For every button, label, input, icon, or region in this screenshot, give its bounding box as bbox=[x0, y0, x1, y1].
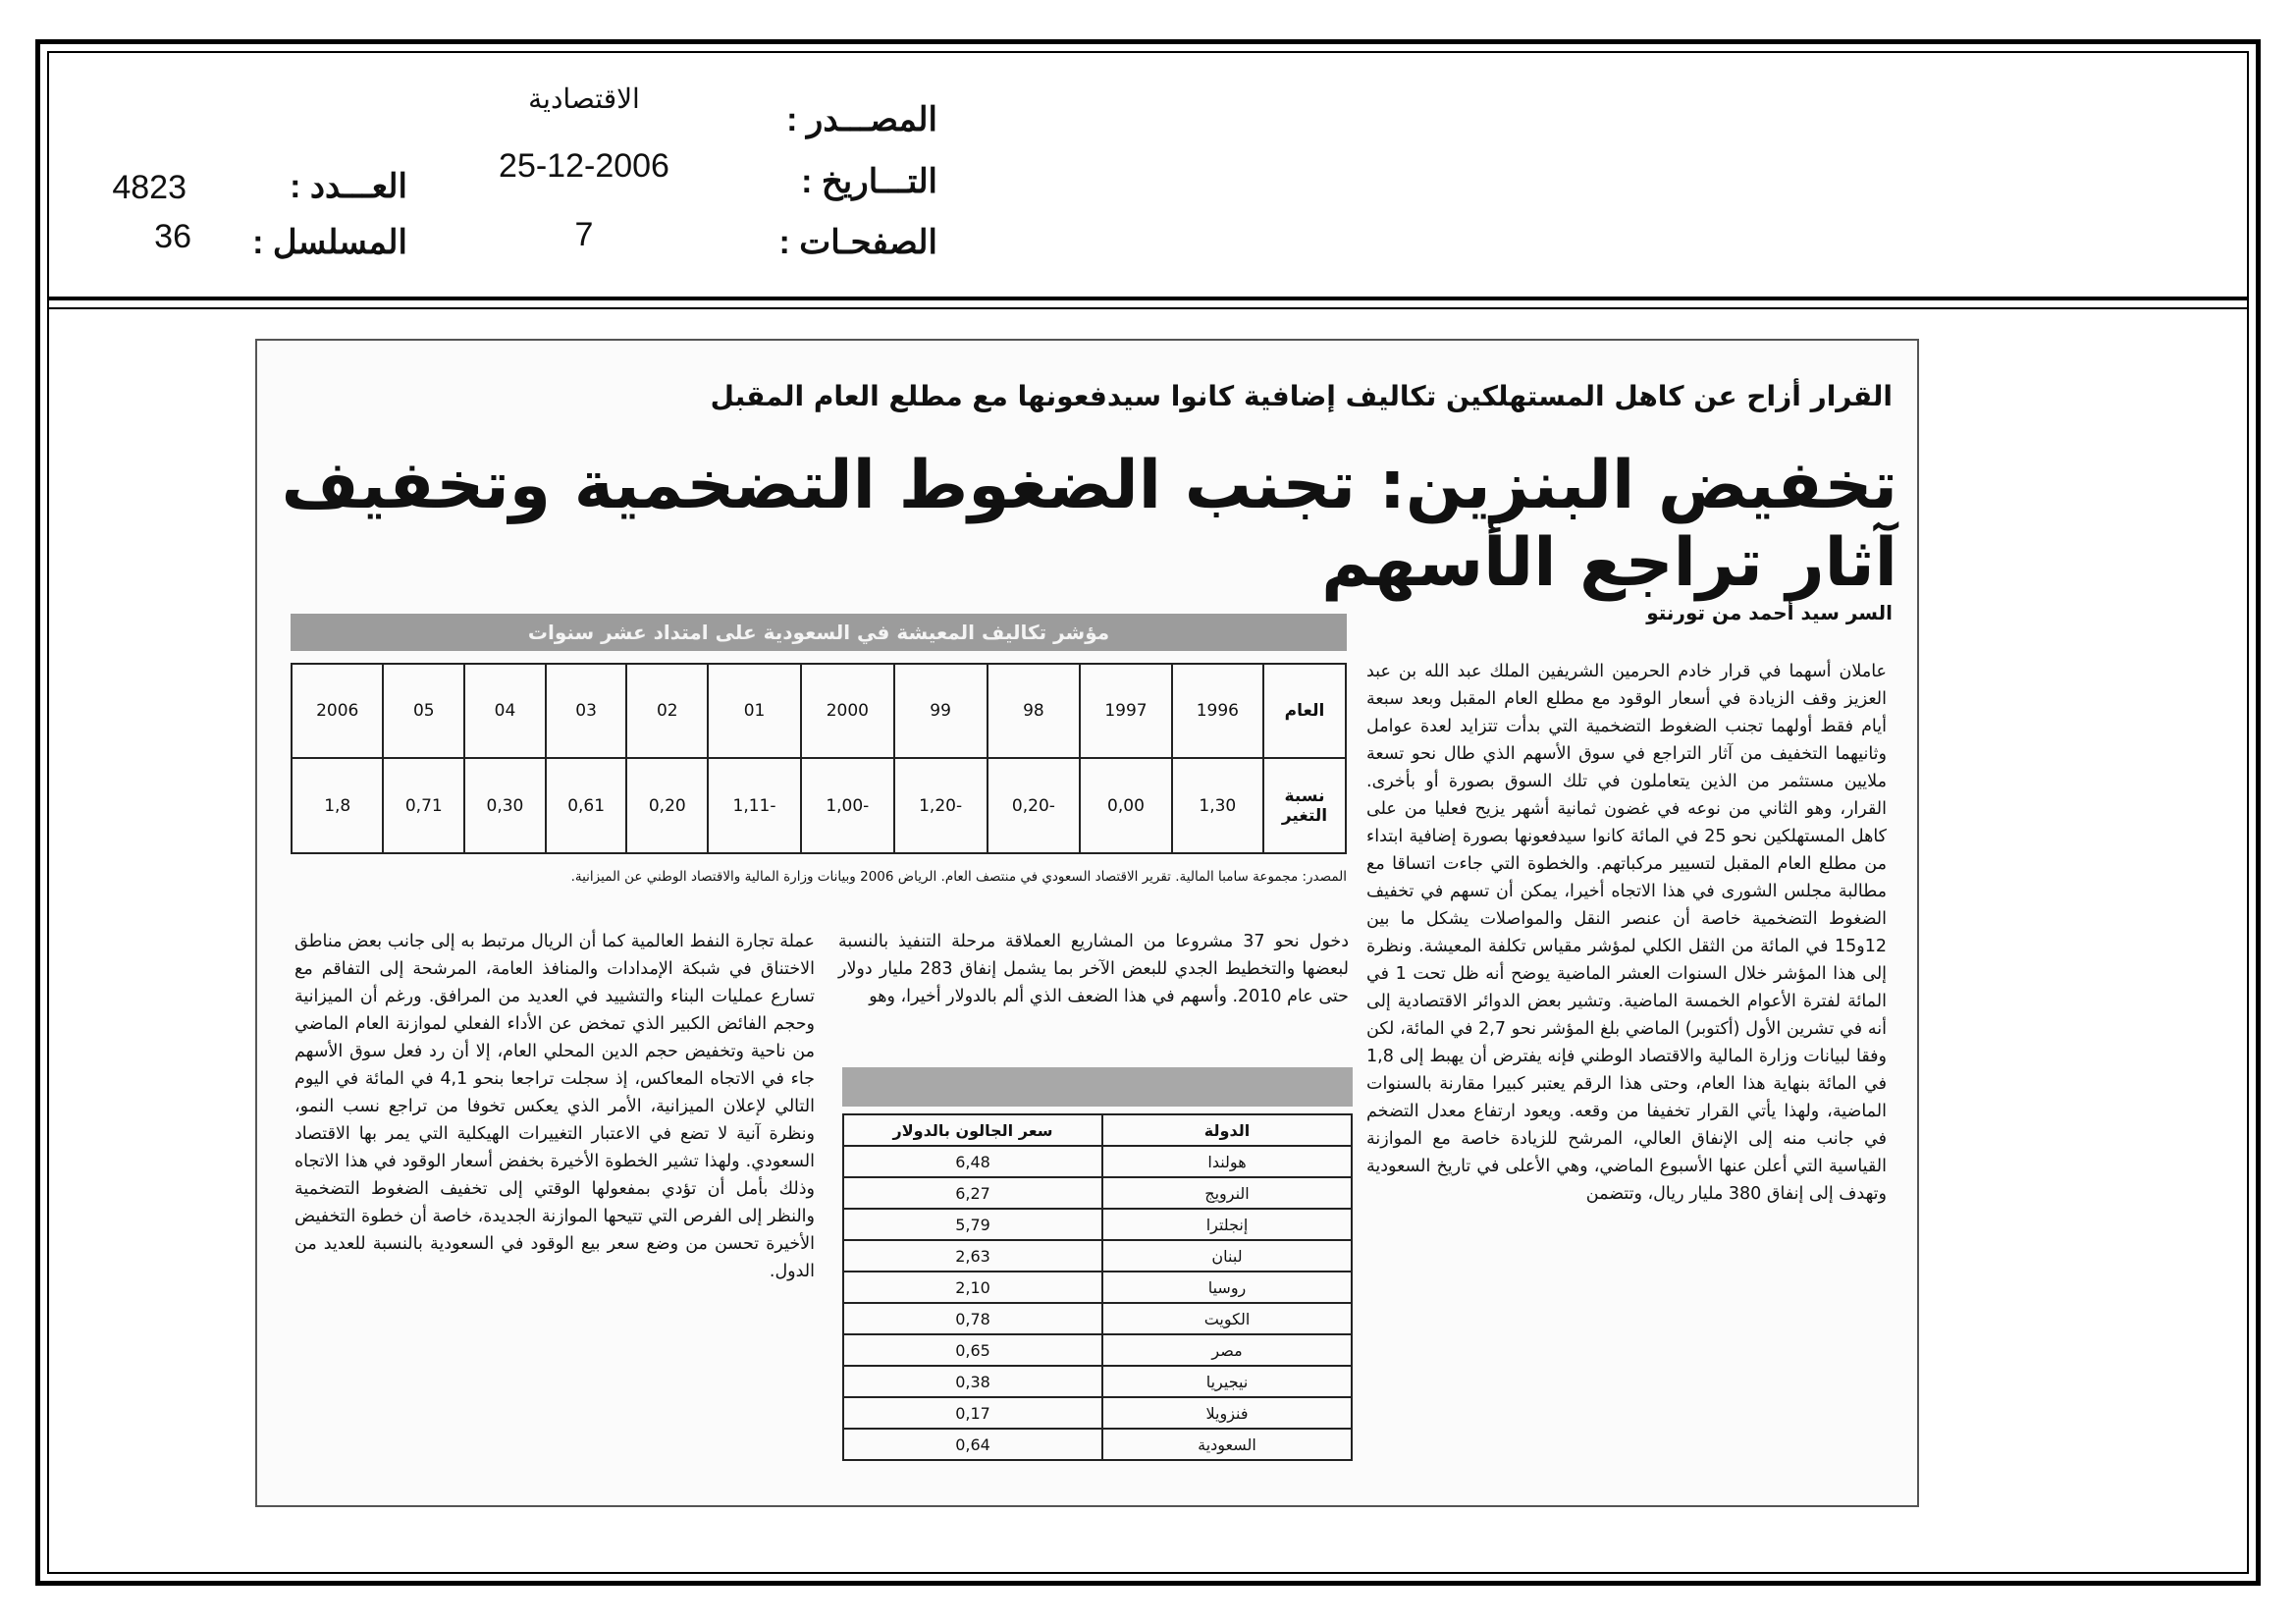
table-row bbox=[843, 1177, 1352, 1209]
country-cell: الكويت bbox=[1102, 1303, 1352, 1334]
change-cell: 1,30 bbox=[1172, 758, 1263, 853]
article-byline: السر سيد أحمد من تورنتو bbox=[1646, 601, 1893, 624]
change-cell: -1,11 bbox=[708, 758, 801, 853]
change-cell: -1,20 bbox=[894, 758, 988, 853]
serial-label: المسلسل : bbox=[252, 224, 407, 261]
country-cell: لبنان bbox=[1102, 1240, 1352, 1272]
gas-table-header bbox=[843, 1114, 1352, 1146]
country-cell: فنزويلا bbox=[1102, 1397, 1352, 1429]
table-row bbox=[843, 1334, 1352, 1366]
table-row bbox=[843, 1397, 1352, 1429]
article-column-middle: دخول نحو 37 مشروعا من المشاريع العملاقة مرحلة التنفيذ بالنسبة لبعضها والتخطيط الجدي للبعض الآخر بما يشمل إنفاق 283 مليار دولار حتى عام 2010. وأسهم في هذا الضعف الذي ألم بالدولار أخيرا، وهو bbox=[838, 932, 1349, 1006]
year-cell: 03 bbox=[546, 664, 627, 758]
article-column-left: عملة تجارة النفط العالمية كما أن الريال مرتبط به إلى جانب بعض مناطق الاختناق في شبكة الإمدادات والمنافذ العامة، المرشحة إلى التفاقم مع تسارع عمليات البناء والتشييد في العديد من المرافق. ورغم أن الميزانية وحجم الفائض الكبير الذي تمخض عن الأداء الفعلي لموازنة العام الماضي من ناحية وتخفيض حجم الدين المحلي العام، إلا أن رد فعل سوق الأسهم جاء في الاتجاه المعاكس، إذ سجلت تراجعا بنحو 4,1 في المائة في اليوم التالي لإعلان الميزانية، الأمر الذي يعكس تخوفا من تراجع نسب النمو، ونظرة آنية لا تضع في الاعتبار التغييرات الهيكلية التي يمر بها الاقتصاد السعودي. ولهذا تشير الخطوة الأخيرة بخفض أسعار الوقود في هذا الاتجاه وذلك بأمل أن تؤدي بمفعولها الوقتي إلى تخفيف الضغوط التضخمية والنظر إلى الفرص التي تتيحها الموازنة الجديدة، خاصة أن خطوة التخفيض الأخيرة تحسن من وضع سعر بيع الوقود في السعودية بالنسبة للعديد من الدول. bbox=[294, 932, 815, 1281]
country-cell: روسيا bbox=[1102, 1272, 1352, 1303]
price-cell: 0,17 bbox=[843, 1397, 1102, 1429]
date-value: 25-12-2006 bbox=[499, 147, 669, 185]
price-cell: 0,64 bbox=[843, 1429, 1102, 1460]
country-header: الدولة bbox=[1102, 1114, 1352, 1146]
year-cell: 1997 bbox=[1080, 664, 1171, 758]
country-cell: النرويج bbox=[1102, 1177, 1352, 1209]
table-row bbox=[843, 1240, 1352, 1272]
country-cell: إنجلترا bbox=[1102, 1209, 1352, 1240]
pages-value: 7 bbox=[574, 216, 594, 253]
price-cell: 2,63 bbox=[843, 1240, 1102, 1272]
country-cell: السعودية bbox=[1102, 1429, 1352, 1460]
inflation-change-row bbox=[292, 758, 1346, 853]
inflation-table bbox=[291, 663, 1347, 854]
source-label: المصـــدر : bbox=[786, 101, 937, 138]
inflation-year-row bbox=[292, 664, 1346, 758]
change-cell: -1,00 bbox=[801, 758, 894, 853]
price-cell: 6,27 bbox=[843, 1177, 1102, 1209]
gas-price-table bbox=[842, 1113, 1353, 1461]
price-cell: 0,65 bbox=[843, 1334, 1102, 1366]
change-cell: 0,30 bbox=[464, 758, 546, 853]
header-divider-thin bbox=[47, 307, 2249, 309]
issue-label: العـــدد : bbox=[290, 168, 407, 205]
article-headline: تخفيض البنزين: تجنب الضغوط التضخمية وتخفيف آثار تراجع الأسهم bbox=[281, 447, 1897, 602]
table-row bbox=[843, 1366, 1352, 1397]
year-cell: 2000 bbox=[801, 664, 894, 758]
inflation-table-source: المصدر: مجموعة سامبا المالية. تقرير الاقتصاد السعودي في منتصف العام. الرياض 2006 وبيانات وزارة المالية والاقتصاد الوطني عن الميزانية. bbox=[570, 869, 1347, 885]
price-cell: 5,79 bbox=[843, 1209, 1102, 1240]
issue-value: 4823 bbox=[112, 169, 187, 206]
country-cell: هولندا bbox=[1102, 1146, 1352, 1177]
year-cell: 01 bbox=[708, 664, 801, 758]
change-cell: 0,20 bbox=[626, 758, 708, 853]
newspaper-clipping bbox=[255, 339, 1919, 1507]
article-kicker: القرار أزاح عن كاهل المستهلكين تكاليف إضافية كانوا سيدفعونها مع مطلع العام المقبل bbox=[710, 380, 1893, 412]
pages-label: الصفحـات : bbox=[778, 224, 937, 261]
country-cell: نيجيريا bbox=[1102, 1366, 1352, 1397]
year-cell: 04 bbox=[464, 664, 546, 758]
serial-value: 36 bbox=[154, 218, 191, 255]
source-value: الاقتصادية bbox=[528, 83, 640, 114]
year-row-label: العام bbox=[1263, 664, 1346, 758]
year-cell: 99 bbox=[894, 664, 988, 758]
table-row bbox=[843, 1146, 1352, 1177]
year-cell: 2006 bbox=[292, 664, 383, 758]
table-row bbox=[843, 1429, 1352, 1460]
price-cell: 2,10 bbox=[843, 1272, 1102, 1303]
inflation-table-title: مؤشر تكاليف المعيشة في السعودية على امتداد عشر سنوات bbox=[291, 614, 1347, 651]
country-cell: مصر bbox=[1102, 1334, 1352, 1366]
change-cell: 0,71 bbox=[383, 758, 464, 853]
table-row bbox=[843, 1209, 1352, 1240]
table-row bbox=[843, 1272, 1352, 1303]
header-divider bbox=[47, 297, 2249, 300]
date-label: التـــاريخ : bbox=[801, 163, 937, 200]
change-cell: 0,61 bbox=[546, 758, 627, 853]
change-cell: 0,00 bbox=[1080, 758, 1171, 853]
price-cell: 0,38 bbox=[843, 1366, 1102, 1397]
change-row-label: نسبة التغير bbox=[1263, 758, 1346, 853]
year-cell: 1996 bbox=[1172, 664, 1263, 758]
price-cell: 6,48 bbox=[843, 1146, 1102, 1177]
year-cell: 05 bbox=[383, 664, 464, 758]
change-cell: 1,8 bbox=[292, 758, 383, 853]
table-row bbox=[843, 1303, 1352, 1334]
price-cell: 0,78 bbox=[843, 1303, 1102, 1334]
year-cell: 02 bbox=[626, 664, 708, 758]
year-cell: 98 bbox=[988, 664, 1081, 758]
price-header: سعر الجالون بالدولار bbox=[843, 1114, 1102, 1146]
article-column-right: عاملان أسهما في قرار خادم الحرمين الشريفين الملك عبد الله بن عبد العزيز وقف الزيادة في أسعار الوقود مع مطلع العام المقبل وبعد سبعة أيام فقط أولهما تجنب الضغوط التضخمية التي بدأت تتزايد لعدة عوامل وثانيهما التخفيف من آثار التراجع في سوق الأسهم الذي طال نحو تسعة ملايين مستثمر من الذين يتعاملون في تلك السوق بصورة أو بأخرى. القرار، وهو الثاني من نوعه في غضون ثمانية أشهر يزيح فعليا من على كاهل المستهلكين نحو 25 في المائة كانوا سيدفعونها بصورة إضافية ابتداء من مطلع العام المقبل لتسيير مركباتهم. والخطوة التي جاءت اتساقا مع مطالبة مجلس الشورى في هذا الاتجاه أخيرا، يمكن أن تسهم في تخفيف الضغوط التضخمية خاصة أن عنصر النقل والمواصلات يشكل ما بين 12و15 في المائة من الثقل الكلي لمؤشر مقياس تكلفة المعيشة. ونظرة إلى هذا المؤشر خلال السنوات العشر الماضية يوضح أنه ظل تحت 1 في المائة لفترة الأعوام الخمسة الماضية. وتشير بعض الدوائر الاقتصادية إلى أنه في تشرين الأول (أكتوبر) الماضي بلغ المؤشر نحو 2,7 في المائة، لكن وفقا لبيانات وزارة المالية والاقتصاد الوطني فإنه يفترض أن يهبط إلى 1,8 في المائة بنهاية هذا العام، وحتى هذا الرقم يعتبر كبيرا مقارنة بالسنوات الماضية، ولهذا يأتي القرار تخفيفا من وقعه. ويعود ارتفاع معدل التضخم في جانب منه إلى الإنفاق العالي، المرشح للزيادة خاصة مع الموازنة القياسية التي أعلن عنها الأسبوع الماضي، وهي الأعلى في تاريخ السعودية وتهدف إلى إنفاق 380 مليار ريال، وتتضمن bbox=[1366, 662, 1888, 1204]
change-cell: -0,20 bbox=[988, 758, 1081, 853]
gas-table-title-bar bbox=[842, 1067, 1353, 1107]
